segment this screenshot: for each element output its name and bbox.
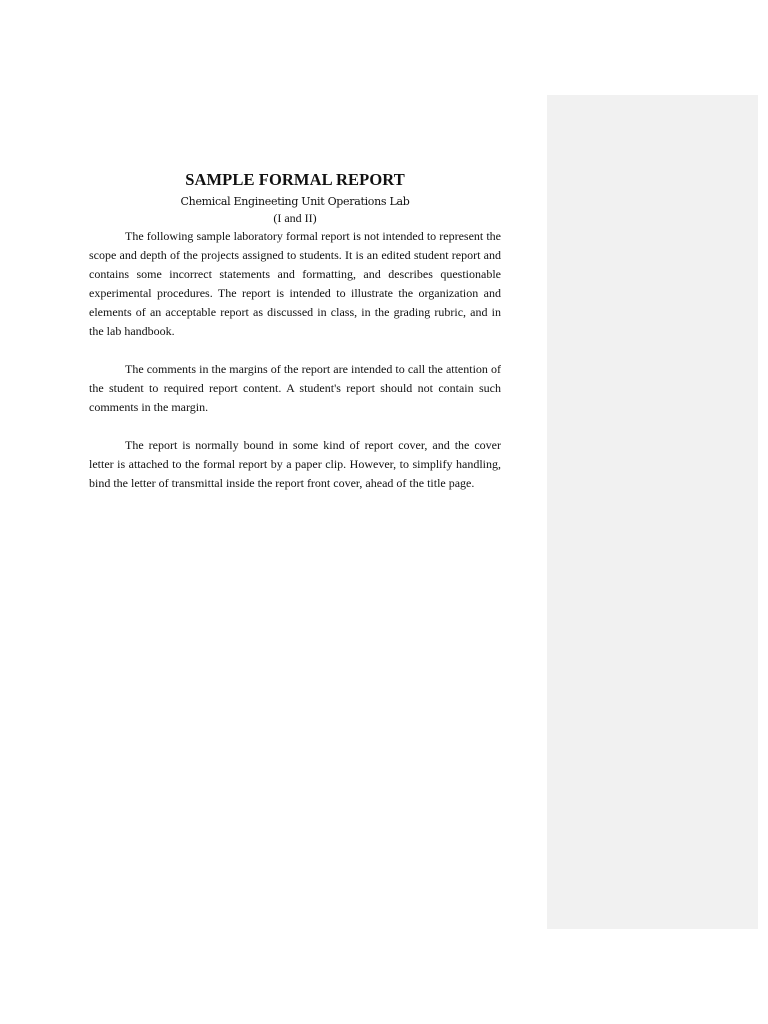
comment-margin-panel [547,95,758,929]
binding-instructions-paragraph: The report is normally bound in some kind of report cover, and the cover letter is attached to the formal report by a paper clip. However, to simplify handling, bind the letter of transmittal inside the report front cover, ahead of the title page. [89,438,501,490]
document-title: SAMPLE FORMAL REPORT [185,170,405,189]
document-subtitle-course-levels: (I and II) [273,211,317,225]
intro-paragraph: The following sample laboratory formal report is not intended to represent the scope and depth of the projects assigned to students. It is an edited student report and contains some incorrect statements and formatting, and describes questionable experimental procedures. The report is intended to illustrate the organization and elements of an acceptable report as discussed in class, in the grading rubric, and in the lab handbook. [89,229,501,338]
document-subtitle: Chemical Engineeting Unit Operations Lab [180,195,410,208]
margin-comments-paragraph: The comments in the margins of the report are intended to call the attention of the student to required report content. A student's report should not contain such comments in the margin. [89,362,501,414]
document-body [89,170,501,493]
